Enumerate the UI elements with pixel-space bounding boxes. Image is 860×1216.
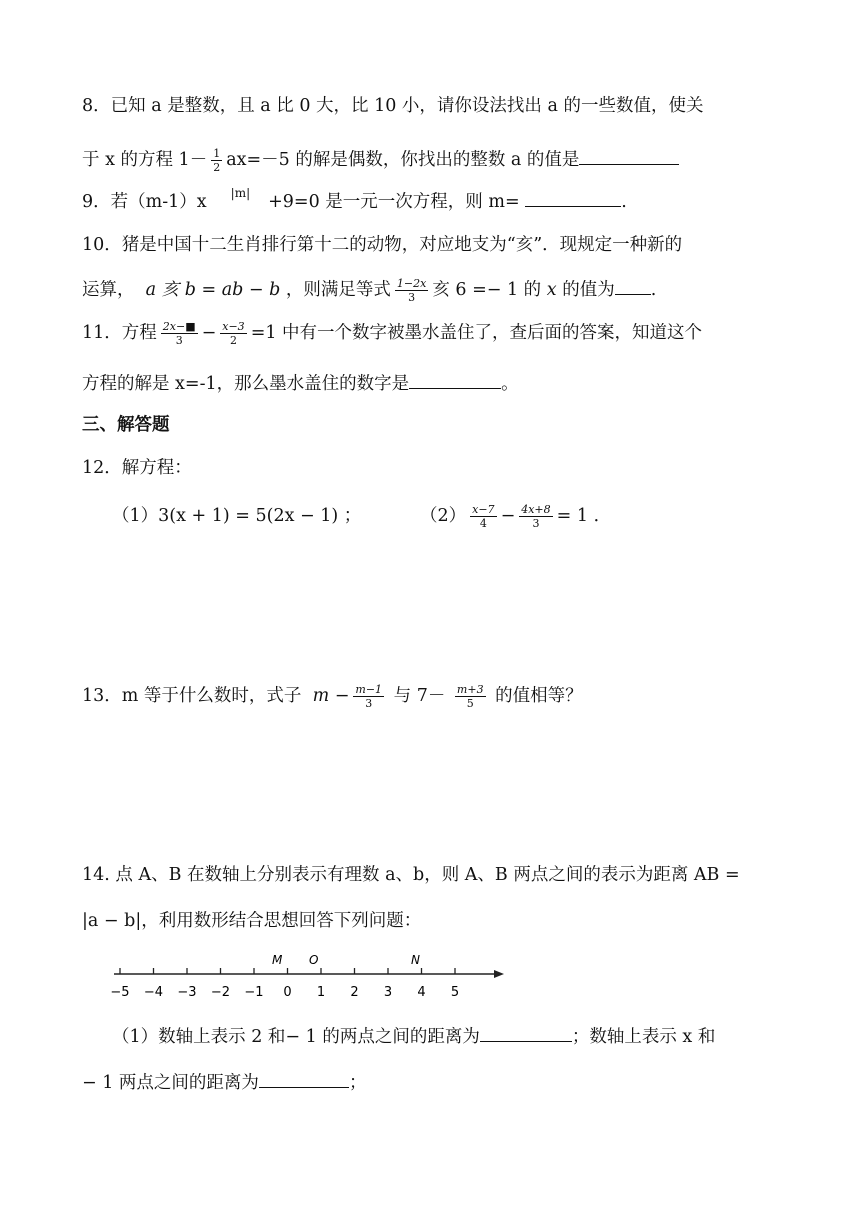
q13-line: 13．m 等于什么数时，式子 m − $\frac{m-1}{3}$ 与 7－ $\frac{m+3}{5}$ 的值相等？	[82, 683, 583, 710]
q10-line1: 10．猪是中国十二生肖排行第十二的动物，对应地支为“亥”．现规定一种新的	[82, 235, 683, 255]
q11-line2: 方程的解是 x=-1，那么墨水盖住的数字是 。	[82, 368, 519, 397]
number-line-tick-label: −4	[143, 985, 164, 1000]
q14-answer-blank-2[interactable]	[259, 1067, 349, 1088]
q13-fraction-1: $\frac{m-1}{3}$	[355, 683, 383, 710]
q12-part2: （2） $\frac{x-7}{4}$ − $\frac{4x+8}{3}$ = 1 ．	[420, 503, 612, 530]
q12-fraction-1: $\frac{x-7}{4}$	[472, 503, 495, 530]
number-line-tick-label: 2	[350, 985, 359, 1000]
q9-answer-blank[interactable]	[525, 186, 621, 207]
q12-title: 12．解方程：	[82, 458, 192, 478]
q10-operation: a 亥 b = ab − b	[145, 280, 281, 300]
q11-line1: 11．方程 $\frac{2x-■}{3}$ − $\frac{x-3}{2}$ =1 中有一个数字被墨水盖住了，查后面的答案，知道这个	[82, 320, 703, 347]
label-M: M	[272, 953, 283, 967]
q11-fraction-1: $\frac{2x-■}{3}$	[162, 320, 196, 347]
q9-exponent: |m|	[230, 186, 251, 200]
number-line-tick-label: 0	[283, 985, 292, 1000]
number-line-tick-label: 4	[417, 985, 426, 1000]
q11-fraction-2: $\frac{x-3}{2}$	[222, 320, 245, 347]
number-line	[100, 950, 520, 1006]
q11-answer-blank[interactable]	[409, 368, 501, 389]
number-line-tick-label: 1	[316, 985, 326, 1000]
number-line-tick-label: 5	[450, 985, 460, 1000]
q14-line2: |a − b|，利用数形结合思想回答下列问题：	[82, 911, 422, 931]
number-line-tick-label: −3	[177, 985, 197, 1000]
q8-line1: 8．已知 a 是整数，且 a 比 0 大，比 10 小，请你设法找出 a 的一些数值，使关	[82, 96, 704, 116]
q10-line2: 运算， a 亥 b = ab − b ，则满足等式 $\frac{1-2x}{3}$ 亥 6 =− 1 的 x 的值为 .	[82, 274, 656, 304]
q14-part1-line2: − 1 两点之间的距离为 ；	[82, 1067, 366, 1096]
number-line-tick-label: 3	[383, 985, 393, 1000]
q12-fraction-2: $\frac{4x+8}{3}$	[521, 503, 551, 530]
label-O: O	[309, 953, 319, 967]
section-title: 三、解答题	[82, 415, 170, 435]
q14-line1: 14. 点 A、B 在数轴上分别表示有理数 a、b，则 A、B 两点之间的表示为距离 AB =	[82, 865, 740, 885]
number-line-arrow-icon	[494, 970, 504, 978]
q14-answer-blank-1[interactable]	[480, 1021, 572, 1042]
q10-fraction: $\frac{1-2x}{3}$	[396, 277, 427, 304]
q9-line: 9．若（m-1）x $^{|m|}$ +9=0 是一元一次方程，则 m= .	[82, 186, 627, 212]
q12-part1: （1）3(x + 1) = 5(2x − 1) ；	[112, 506, 362, 526]
number-line-tick-label: −2	[210, 985, 231, 1000]
q8-line2: 于 x 的方程 1－ $\frac{1}{2}$ ax=－5 的解是偶数，你找出的整数 a 的值是	[82, 144, 679, 174]
number-line-tick-label: −1	[244, 985, 264, 1000]
label-N: N	[411, 953, 420, 967]
q10-answer-blank[interactable]	[615, 274, 651, 295]
q8-fraction: $\frac{1}{2}$	[213, 147, 221, 174]
q14-part1-line1: （1）数轴上表示 2 和− 1 的两点之间的距离为 ；数轴上表示 x 和	[112, 1021, 715, 1050]
q8-answer-blank[interactable]	[579, 144, 679, 165]
q13-fraction-2: $\frac{m+3}{5}$	[456, 683, 484, 710]
number-line-tick-label: −5	[110, 985, 130, 1000]
